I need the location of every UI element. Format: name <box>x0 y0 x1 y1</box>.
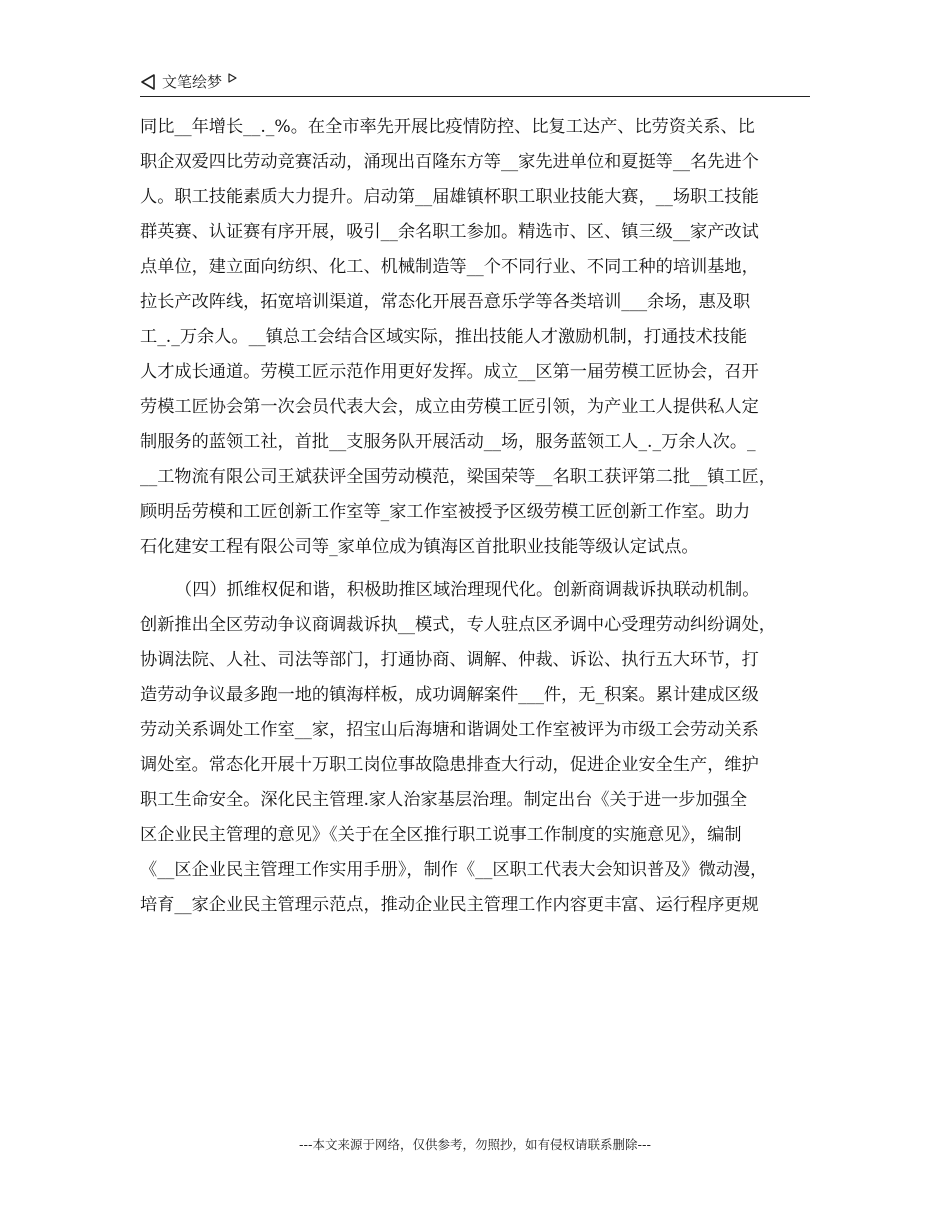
text-line: 工_._万余人。__镇总工会结合区域实际，推出技能人才激励机制，打通技术技能 <box>140 327 748 347</box>
text-line: 劳动关系调处工作室__家，招宝山后海塘和谐调处工作室被评为市级工会劳动关系 <box>140 720 759 740</box>
text-line: 职企双爱四比劳动竞赛活动，涌现出百隆东方等__家先进单位和夏挺等__名先进个 <box>140 152 759 172</box>
text-line: 劳模工匠协会第一次会员代表大会，成立由劳模工匠引领，为产业工人提供私人定 <box>140 397 759 417</box>
text-line: 人才成长通道。劳模工匠示范作用更好发挥。成立__区第一届劳模工匠协会，召开 <box>140 362 759 382</box>
paragraph-gap <box>140 565 812 573</box>
paragraph-2 <box>140 573 812 923</box>
text-line: 职工生命安全。深化民主管理.家人治家基层治理。制定出台《关于进一步加强全 <box>140 790 748 810</box>
text-line: 群英赛、认证赛有序开展，吸引__余名职工参加。精选市、区、镇三级__家产改试 <box>140 222 759 242</box>
triangle-left-icon <box>140 74 156 90</box>
text-line: 点单位，建立面向纺织、化工、机械制造等__个不同行业、不同工种的培训基地， <box>140 257 759 277</box>
text-line: 制服务的蓝领工社，首批__支服务队开展活动__场，服务蓝领工人_._万余人次。_ <box>140 432 756 452</box>
section-heading-line: （四）抓维权促和谐，积极助推区域治理现代化。创新商调裁诉执联动机制。 <box>175 580 760 600</box>
text-line: 人。职工技能素质大力提升。启动第__届雄镇杯职工职业技能大赛，__场职工技能 <box>140 187 759 207</box>
footer-notice: ---本文来源于网络，仅供参考，勿照抄，如有侵权请联系删除--- <box>298 1137 652 1152</box>
text-line: 创新推出全区劳动争议商调裁诉执__模式，专人驻点区矛调中心受理劳动纠纷调处， <box>140 615 776 635</box>
triangle-right-icon <box>228 73 237 83</box>
text-line: 区企业民主管理的意见》《关于在全区推行职工说事工作制度的实施意见》，编制 <box>140 825 742 845</box>
header-brand: 文笔绘梦 <box>162 73 223 91</box>
text-line: 《__区企业民主管理工作实用手册》，制作《__区职工代表大会知识普及》微动漫， <box>140 860 768 880</box>
text-line: 拉长产改阵线，拓宽培训渠道，常态化开展吾意乐学等各类培训___余场，惠及职 <box>140 292 751 312</box>
text-line: __工物流有限公司王斌获评全国劳动模范，梁国荣等__名职工获评第二批__镇工匠， <box>140 467 776 487</box>
document-body <box>140 110 812 923</box>
paragraph-1 <box>140 110 812 565</box>
page-header <box>140 70 810 97</box>
text-line: 石化建安工程有限公司等_家单位成为镇海区首批职业技能等级认定试点。 <box>140 537 699 557</box>
text-line: 顾明岳劳模和工匠创新工作室等_家工作室被授予区级劳模工匠创新工作室。助力 <box>140 502 751 522</box>
text-line: 同比__年增长__._%。在全市率先开展比疫情防控、比复工达产、比劳资关系、比 <box>140 117 755 137</box>
text-line: 协调法院、人社、司法等部门，打通协商、调解、仲裁、诉讼、执行五大环节，打 <box>140 650 759 670</box>
text-line: 培育__家企业民主管理示范点，推动企业民主管理工作内容更丰富、运行程序更规 <box>140 895 759 915</box>
text-line: 造劳动争议最多跑一地的镇海样板，成功调解案件___件，无_积案。累计建成区级 <box>140 685 759 705</box>
text-line: 调处室。常态化开展十万职工岗位事故隐患排查大行动，促进企业安全生产，维护 <box>140 755 759 775</box>
